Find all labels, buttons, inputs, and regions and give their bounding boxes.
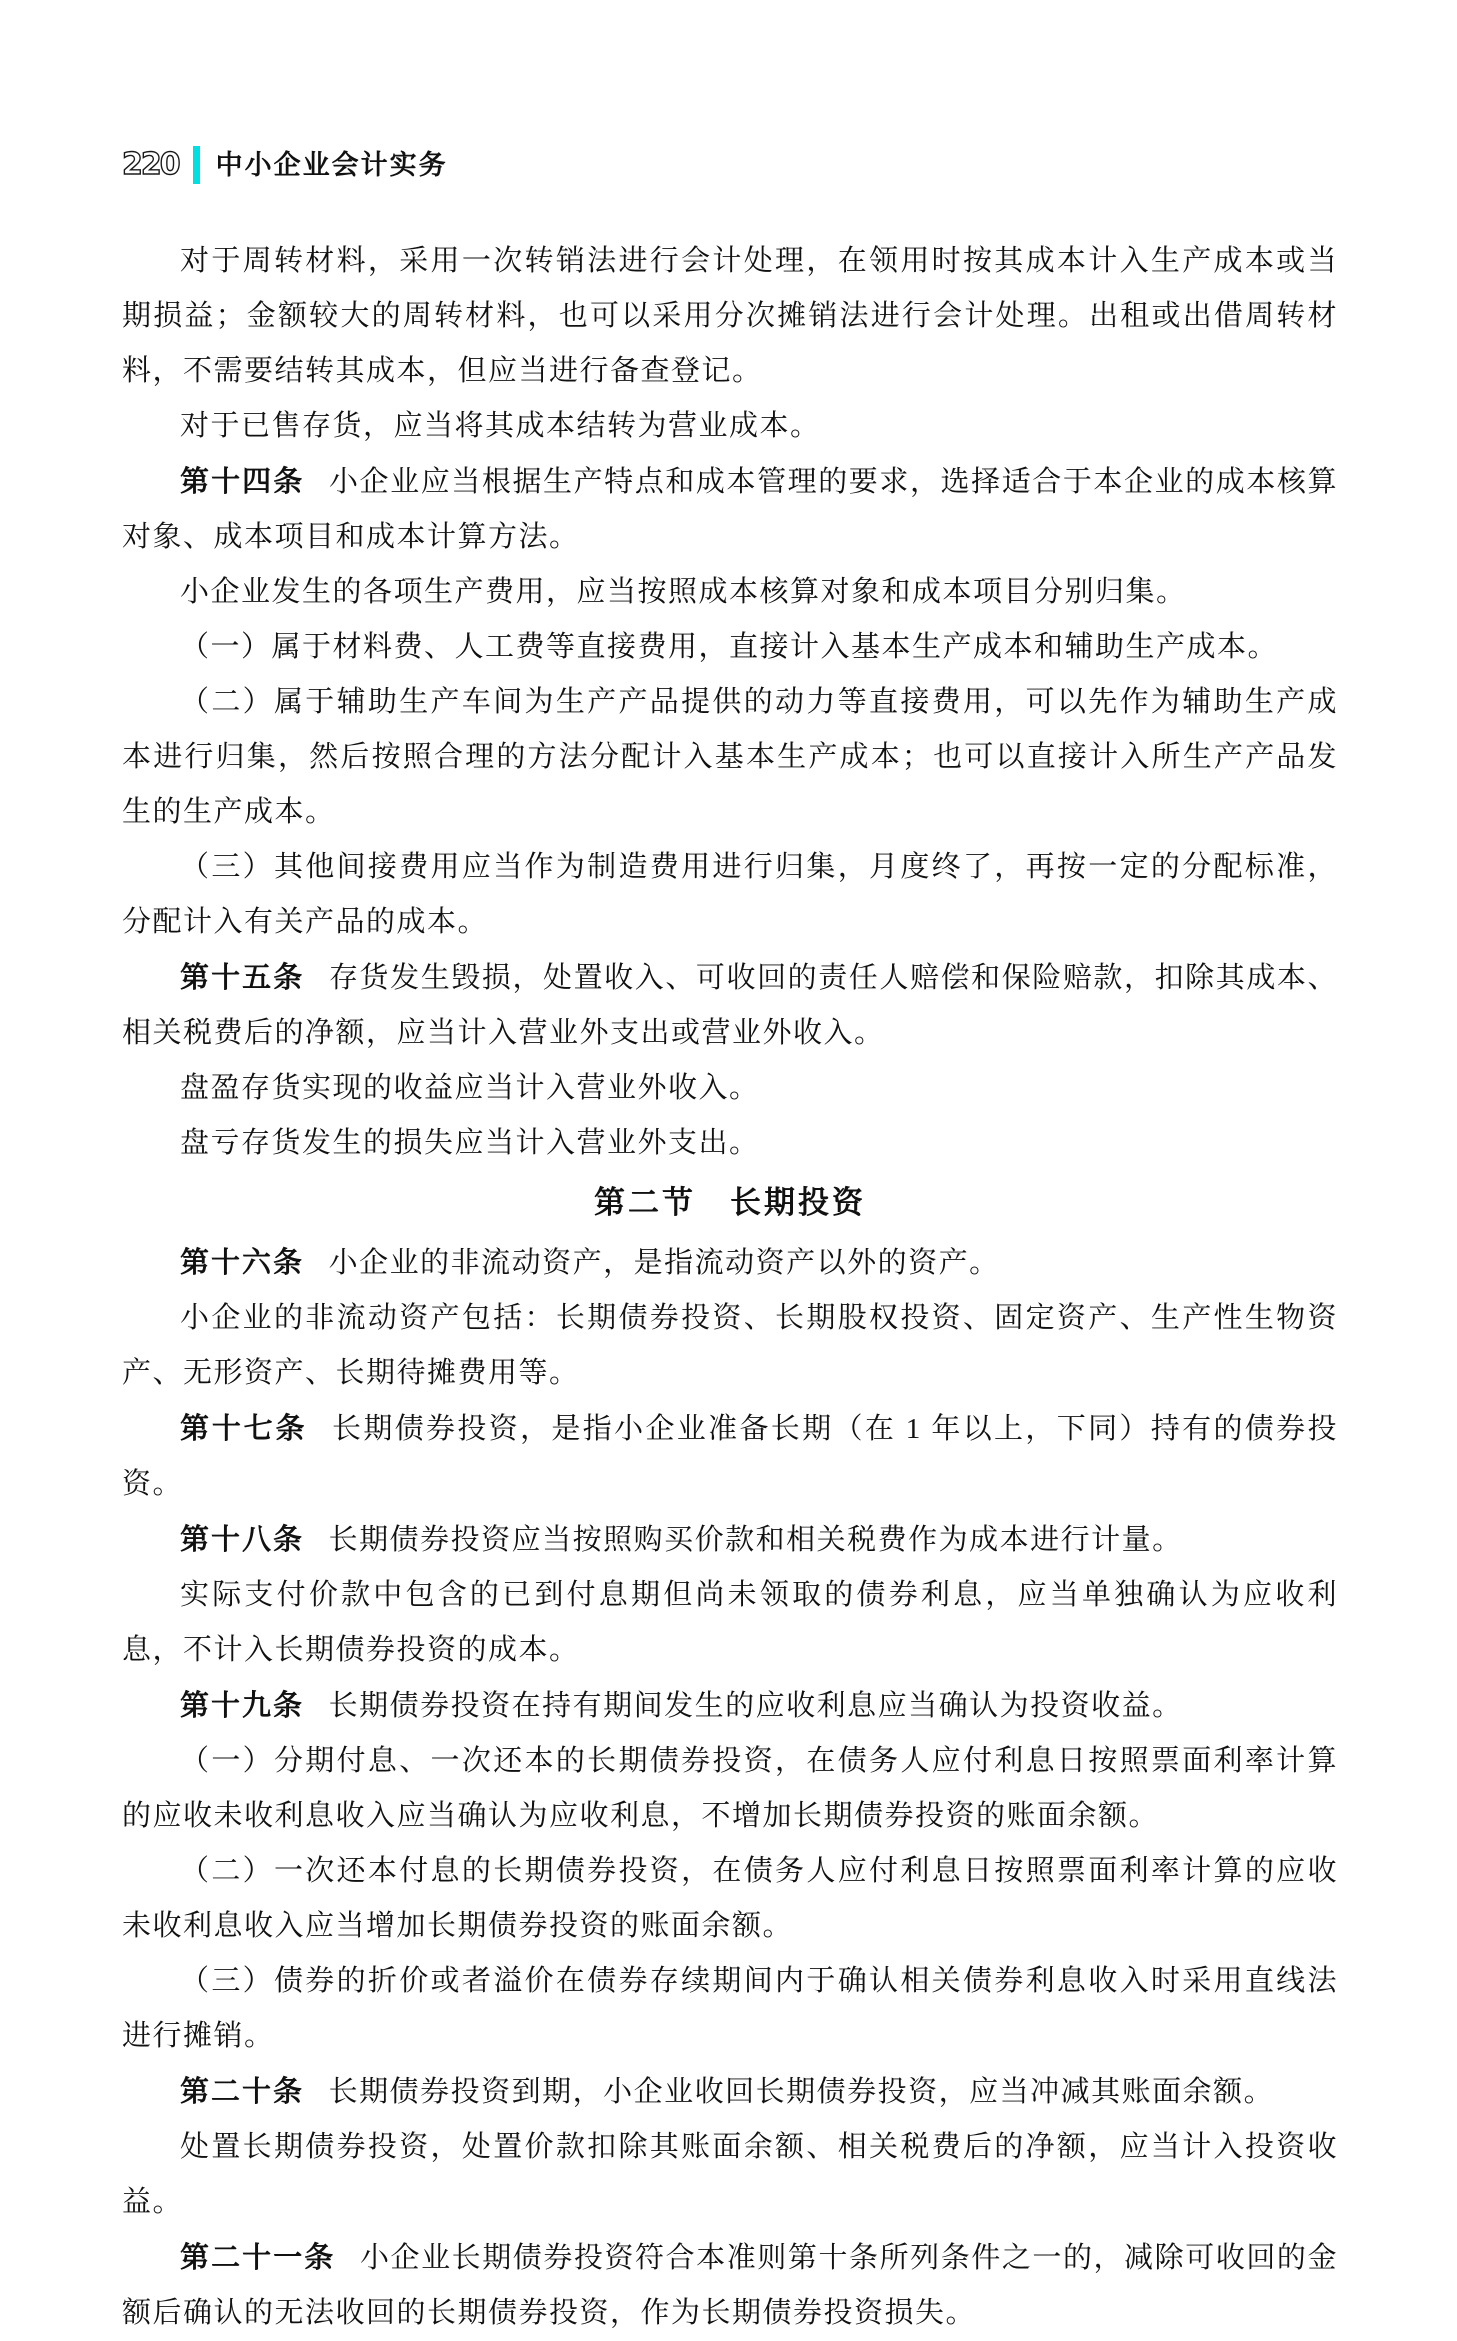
paragraph <box>122 234 1338 399</box>
page-number: 220 <box>122 147 179 182</box>
paragraph <box>122 2064 1338 2120</box>
paragraph-text: 小企业应当根据生产特点和成本管理的要求，选择适合于本企业的成本核算对象、成本项目和成本计算方法。 <box>122 466 1338 553</box>
paragraph-text: （二）属于辅助生产车间为生产产品提供的动力等直接费用，可以先作为辅助生产成本进行归集，然后按照合理的方法分配计入基本生产成本；也可以直接计入所生产产品发生的生产成本。 <box>122 686 1338 828</box>
article-number: 第十五条 <box>180 960 305 994</box>
article-number: 第十八条 <box>180 1522 305 1556</box>
paragraph-text: 长期债券投资到期，小企业收回长期债券投资，应当冲减其账面余额。 <box>328 2076 1275 2108</box>
paragraph-text: （三）其他间接费用应当作为制造费用进行归集，月度终了，再按一定的分配标准，分配计入有关产品的成本。 <box>122 851 1338 938</box>
paragraph <box>122 1291 1338 1401</box>
paragraph-text: 处置长期债券投资，处置价款扣除其账面余额、相关税费后的净额，应当计入投资收益。 <box>122 2131 1338 2218</box>
paragraph <box>122 675 1338 840</box>
article-number: 第二十条 <box>180 2074 305 2108</box>
paragraph <box>122 1235 1338 1291</box>
paragraph <box>122 1061 1338 1116</box>
book-title: 中小企业会计实务 <box>215 149 448 181</box>
section-heading: 第二节 长期投资 <box>594 1185 866 1221</box>
paragraph <box>122 620 1338 675</box>
paragraph-text: 盘亏存货发生的损失应当计入营业外支出。 <box>180 1127 760 1159</box>
page-body <box>122 234 1338 2341</box>
paragraph <box>122 840 1338 950</box>
paragraph-text: 小企业长期债券投资符合本准则第十条所列条件之一的，减除可收回的金额后确认的无法收回的长期债券投资，作为长期债券投资损失。 <box>122 2242 1338 2329</box>
paragraph <box>122 454 1338 565</box>
paragraph-text: 长期债券投资应当按照购买价款和相关税费作为成本进行计量。 <box>328 1524 1183 1556</box>
paragraph <box>122 2230 1338 2341</box>
paragraph-text: 对于周转材料，采用一次转销法进行会计处理，在领用时按其成本计入生产成本或当期损益；金额较大的周转材料，也可以采用分次摊销法进行会计处理。出租或出借周转材料，不需要结转其成本，但应当进行备查登记。 <box>122 245 1338 387</box>
paragraph-text: 小企业的非流动资产，是指流动资产以外的资产。 <box>328 1247 1000 1279</box>
paragraph <box>122 1844 1338 1954</box>
paragraph <box>122 565 1338 620</box>
paragraph-text: （一）属于材料费、人工费等直接费用，直接计入基本生产成本和辅助生产成本。 <box>180 631 1279 663</box>
paragraph <box>122 1734 1338 1844</box>
paragraph <box>122 1116 1338 1171</box>
paragraph-text: 小企业的非流动资产包括：长期债券投资、长期股权投资、固定资产、生产性生物资产、无形资产、长期待摊费用等。 <box>122 1302 1338 1389</box>
paragraph-text: 长期债券投资在持有期间发生的应收利息应当确认为投资收益。 <box>328 1690 1183 1722</box>
paragraph-text: 小企业发生的各项生产费用，应当按照成本核算对象和成本项目分别归集。 <box>180 576 1187 608</box>
article-number: 第十四条 <box>180 464 305 498</box>
article-number: 第二十一条 <box>180 2240 336 2274</box>
paragraph-text: （一）分期付息、一次还本的长期债券投资，在债务人应付利息日按照票面利率计算的应收未收利息收入应当确认为应收利息，不增加长期债券投资的账面余额。 <box>122 1745 1338 1832</box>
paragraph <box>122 950 1338 1061</box>
paragraph <box>122 399 1338 454</box>
paragraph <box>122 1401 1338 1512</box>
paragraph <box>122 2120 1338 2230</box>
page-header <box>122 146 448 184</box>
article-number: 第十七条 <box>180 1411 308 1445</box>
paragraph <box>122 1678 1338 1734</box>
article-number: 第十六条 <box>180 1245 305 1279</box>
paragraph <box>122 1568 1338 1678</box>
header-accent-bar <box>193 146 200 184</box>
paragraph-text: 长期债券投资，是指小企业准备长期（在 1 年以上，下同）持有的债券投资。 <box>122 1413 1338 1500</box>
paragraph-text: 盘盈存货实现的收益应当计入营业外收入。 <box>180 1072 760 1104</box>
article-number: 第十九条 <box>180 1688 305 1722</box>
paragraph-text: 实际支付价款中包含的已到付息期但尚未领取的债券利息，应当单独确认为应收利息，不计入长期债券投资的成本。 <box>122 1579 1338 1666</box>
paragraph-text: （三）债券的折价或者溢价在债券存续期间内于确认相关债券利息收入时采用直线法进行摊销。 <box>122 1965 1338 2052</box>
paragraph-text: 存货发生毁损，处置收入、可收回的责任人赔偿和保险赔款，扣除其成本、相关税费后的净额，应当计入营业外支出或营业外收入。 <box>122 962 1338 1049</box>
paragraph-text: 对于已售存货，应当将其成本结转为营业成本。 <box>180 410 821 442</box>
paragraph-text: （二）一次还本付息的长期债券投资，在债务人应付利息日按照票面利率计算的应收未收利息收入应当增加长期债券投资的账面余额。 <box>122 1855 1338 1942</box>
paragraph <box>122 1512 1338 1568</box>
